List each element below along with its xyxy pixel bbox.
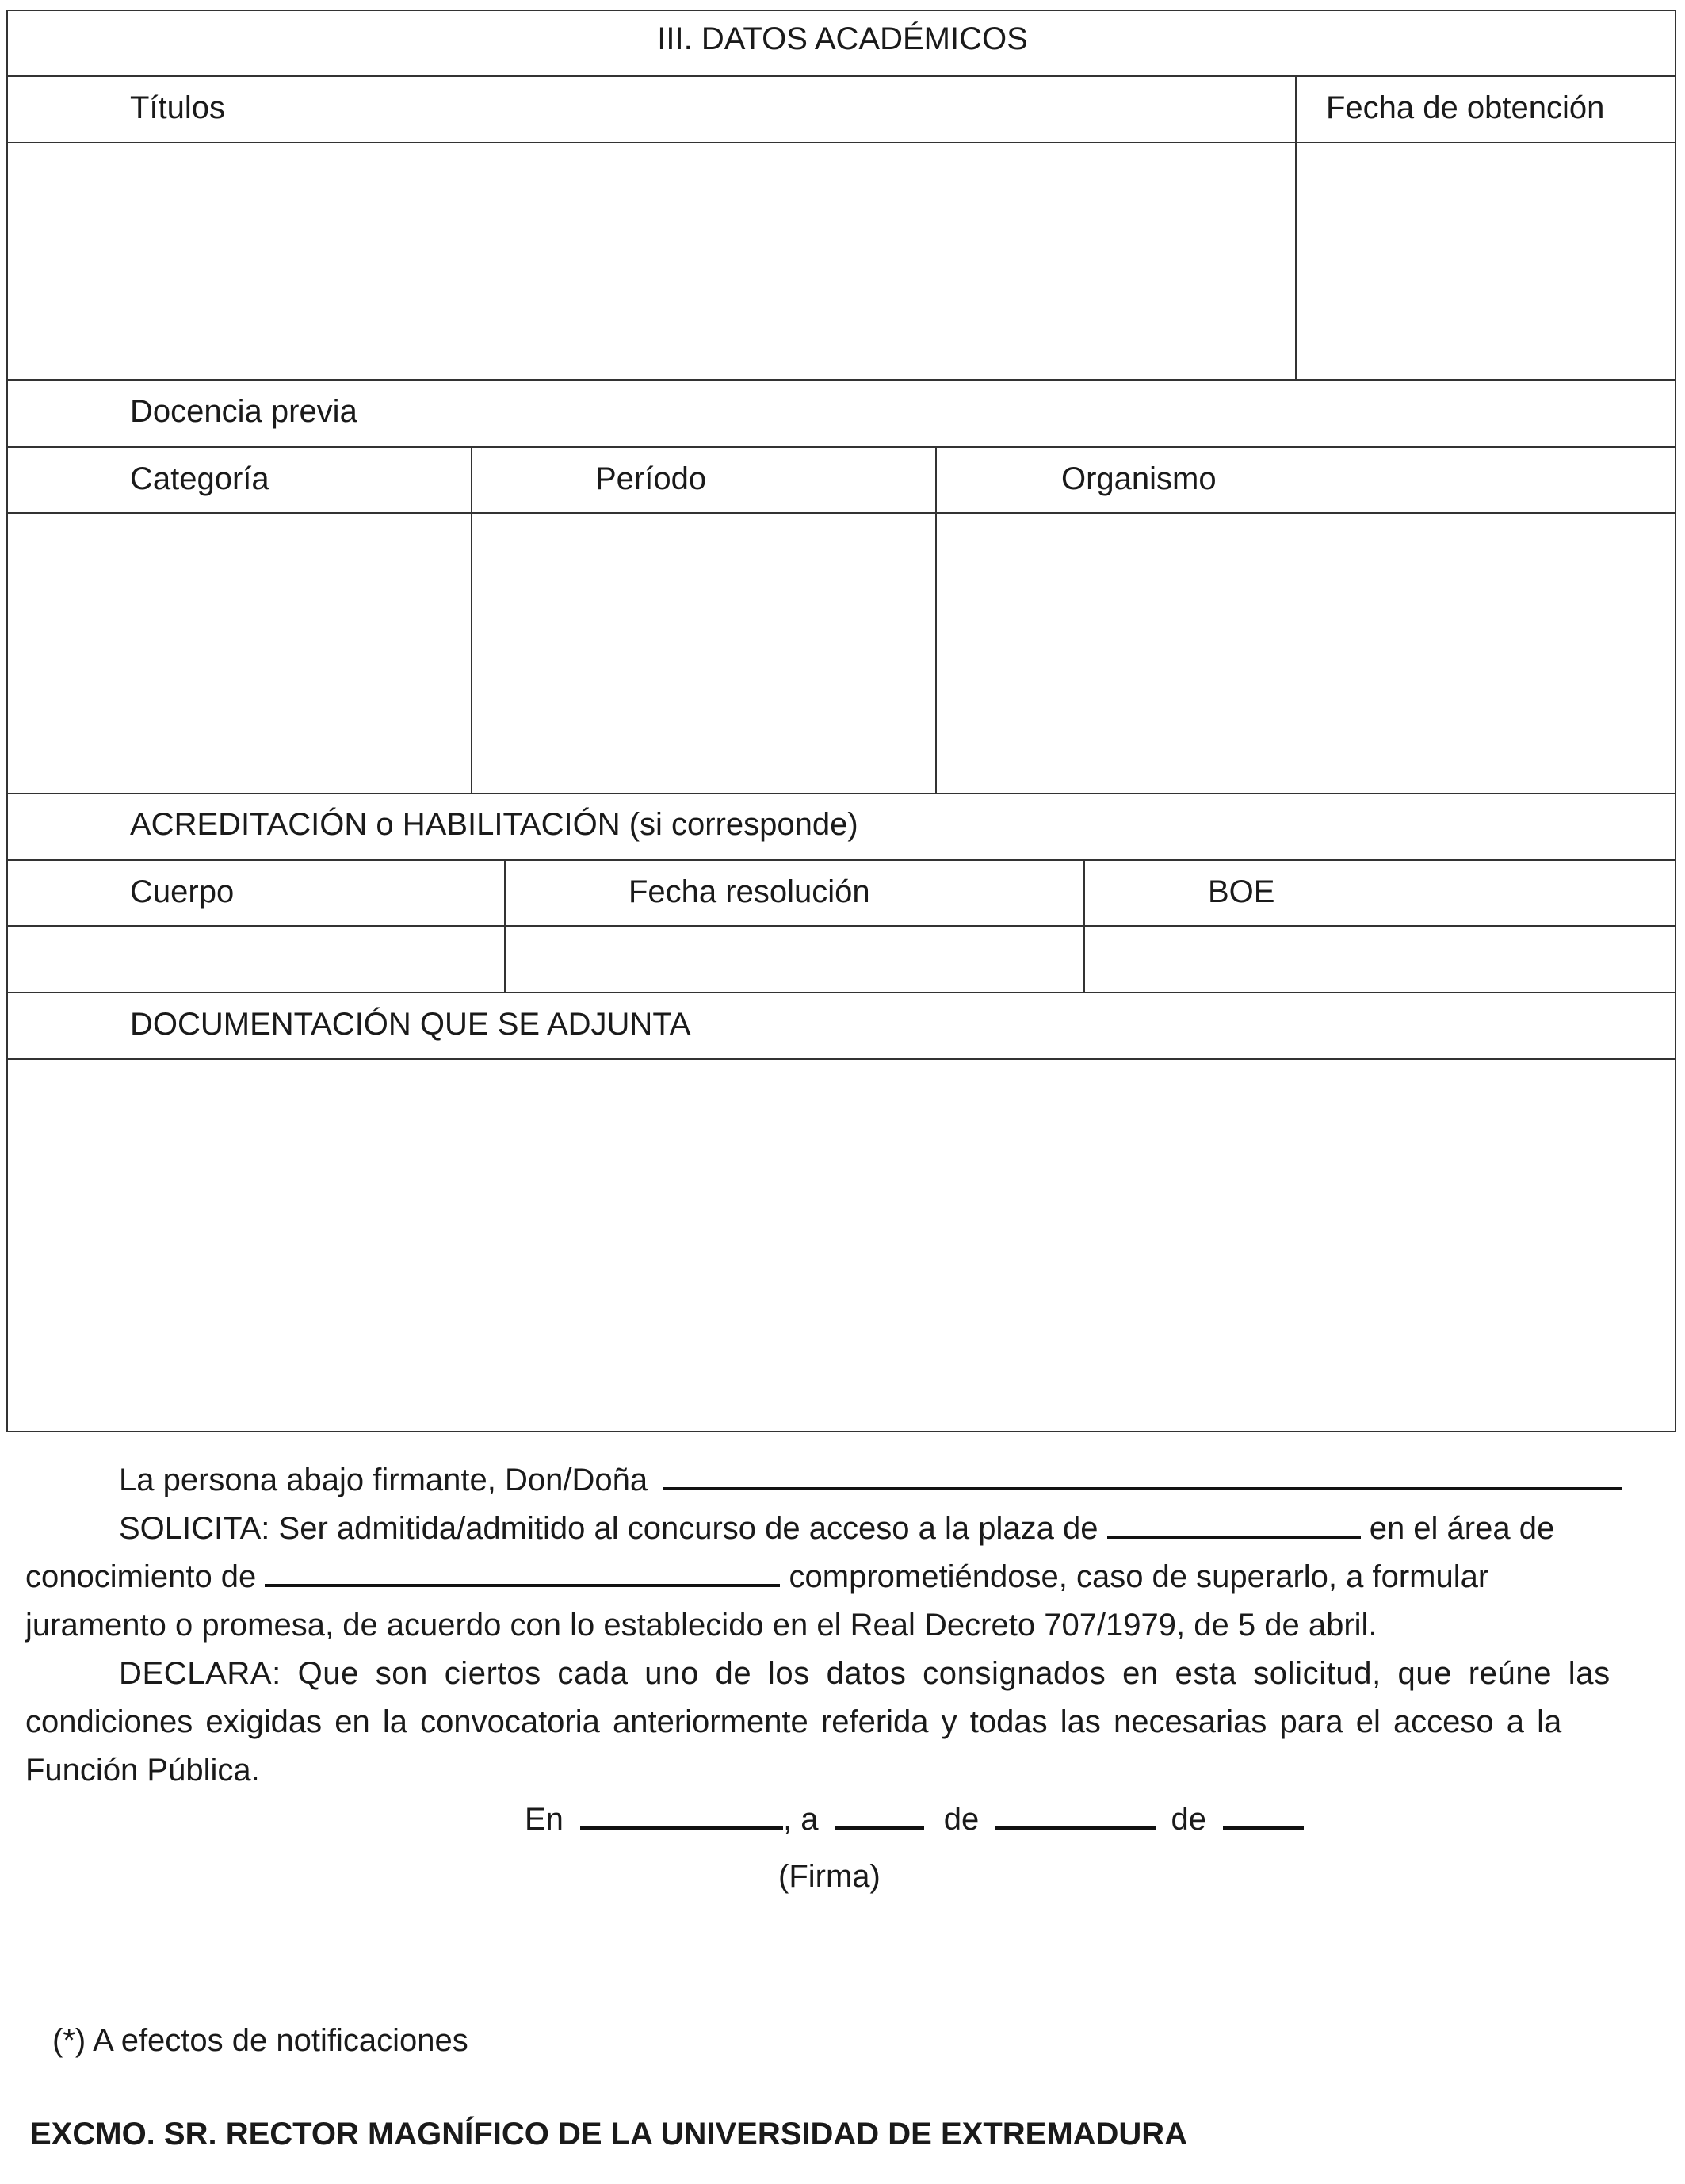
de-label: de [943, 1802, 980, 1837]
acreditacion-heading: ACREDITACIÓN o HABILITACIÓN (si corresponde) [130, 807, 858, 842]
line-juramento: juramento o promesa, de acuerdo con lo establecido en el Real Decreto 707/1979, de 5 de abril. [25, 1608, 1377, 1643]
firmante-label: La persona abajo firmante, Don/Doña [119, 1463, 648, 1497]
conocimiento-label: conocimiento de [25, 1559, 257, 1594]
header-titulos: Títulos [130, 90, 226, 125]
de-label: de [1171, 1802, 1207, 1837]
header-organismo: Organismo [1061, 461, 1217, 496]
line-solicita [25, 1505, 1634, 1553]
documentacion-cell[interactable] [8, 1060, 1675, 1431]
periodo-cell[interactable] [472, 514, 935, 793]
lugar-blank[interactable] [580, 1800, 783, 1830]
table-divider [6, 446, 1676, 448]
line-firmante [25, 1456, 1634, 1505]
table-divider [6, 75, 1676, 77]
header-cuerpo: Cuerpo [130, 874, 235, 909]
header-boe: BOE [1208, 874, 1275, 909]
titulos-cell[interactable] [8, 143, 1295, 379]
categoria-cell[interactable] [8, 514, 471, 793]
dia-blank[interactable] [835, 1800, 924, 1830]
area-label: en el área de [1369, 1511, 1555, 1546]
header-fecha-obtencion: Fecha de obtención [1326, 90, 1605, 125]
cuerpo-cell[interactable] [8, 927, 504, 992]
declara-text: DECLARA: Que son ciertos cada uno de los datos consignados en esta solicitud, que reúne las [119, 1656, 1610, 1691]
header-categoria: Categoría [130, 461, 269, 496]
organismo-cell[interactable] [937, 514, 1675, 793]
mes-blank[interactable] [995, 1800, 1156, 1830]
table-divider [6, 992, 1676, 993]
fecha-resolucion-cell[interactable] [506, 927, 1083, 992]
header-fecha-resolucion: Fecha resolución [629, 874, 870, 909]
firma-label: (Firma) [778, 1859, 881, 1894]
conocimiento-blank[interactable] [265, 1557, 780, 1587]
table-border-bottom [6, 1431, 1676, 1432]
line-condiciones: condiciones exigidas en la convocatoria anteriormente referida y todas las necesarias para el acceso a la [25, 1704, 1562, 1739]
table-border-top [6, 10, 1676, 11]
addressee: EXCMO. SR. RECTOR MAGNÍFICO DE LA UNIVERSIDAD DE EXTREMADURA [30, 2117, 1188, 2151]
docencia-heading: Docencia previa [130, 394, 357, 429]
boe-cell[interactable] [1085, 927, 1675, 992]
table-divider [6, 793, 1676, 794]
declaration-paragraph [25, 1456, 1634, 1795]
line-declara [25, 1650, 1630, 1698]
table-divider [6, 379, 1676, 381]
plaza-blank[interactable] [1107, 1509, 1361, 1539]
documentacion-heading: DOCUMENTACIÓN QUE SE ADJUNTA [130, 1007, 691, 1042]
fecha-obtencion-cell[interactable] [1297, 143, 1675, 379]
section-title: III. DATOS ACADÉMICOS [657, 21, 1028, 56]
a-label: , a [783, 1802, 819, 1837]
table-border-right [1675, 10, 1676, 1432]
signature-date-line [525, 1800, 1304, 1838]
anio-blank[interactable] [1223, 1800, 1304, 1830]
nombre-blank[interactable] [663, 1460, 1622, 1490]
line-funcion-publica: Función Pública. [25, 1753, 260, 1788]
table-divider [6, 859, 1676, 861]
en-label: En [525, 1802, 564, 1837]
solicita-label: SOLICITA: Ser admitida/admitido al concurso de acceso a la plaza de [119, 1511, 1098, 1546]
line-conocimiento [25, 1553, 1630, 1601]
header-periodo: Período [595, 461, 707, 496]
compromet-text: comprometiéndose, caso de superarlo, a formular [789, 1559, 1489, 1594]
footnote: (*) A efectos de notificaciones [52, 2023, 468, 2058]
